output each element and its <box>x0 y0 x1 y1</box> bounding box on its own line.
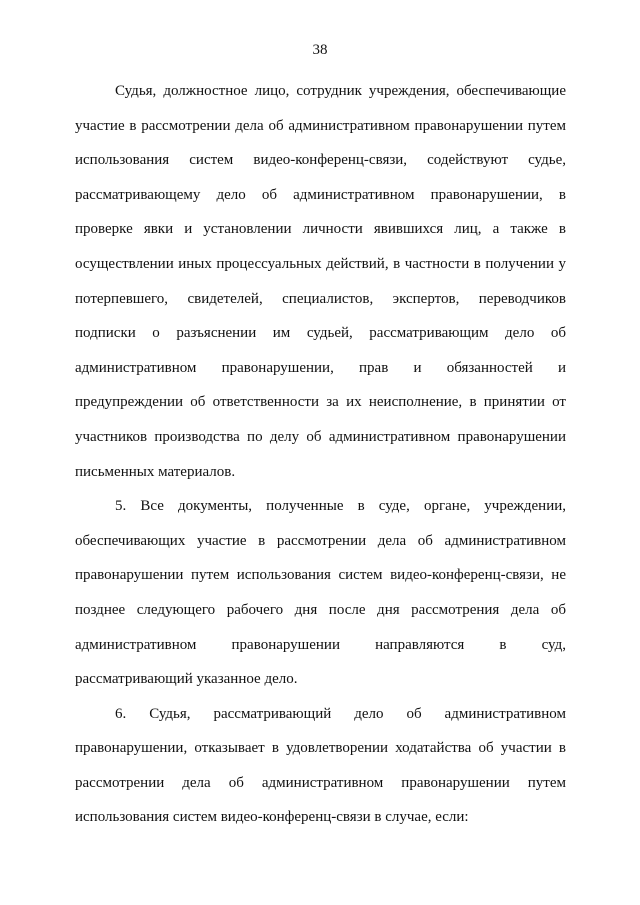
paragraph-1-line-7: потерпевшего, свидетелей, специалистов, экспертов, переводчиков <box>75 290 566 307</box>
page-number: 38 <box>312 42 328 58</box>
paragraph-2-line-1: 5. Все документы, полученные в суде, органе, учреждении, <box>115 498 566 515</box>
paragraph-3-line-1: 6. Судья, рассматривающий дело об административном <box>115 705 566 722</box>
paragraph-1-line-11: участников производства по делу об административном правонарушении <box>75 428 566 445</box>
paragraph-1-line-3: использования систем видео-конференц-связи, содействуют судье, <box>75 152 566 169</box>
paragraph-1-line-2: участие в рассмотрении дела об административном правонарушении путем <box>75 117 566 134</box>
paragraph-2-line-4: позднее следующего рабочего дня после дня рассмотрения дела об <box>75 601 566 618</box>
paragraph-3-line-3: рассмотрении дела об административном правонарушении путем <box>75 774 566 791</box>
paragraph-1-line-9: административном правонарушении, прав и обязанностей и <box>75 359 566 376</box>
paragraph-1-line-1: Судья, должностное лицо, сотрудник учреждения, обеспечивающие <box>115 83 566 99</box>
document-body <box>75 74 566 835</box>
paragraph-1-line-8: подписки о разъяснении им судьей, рассматривающим дело об <box>75 325 566 342</box>
paragraph-1-line-10: предупреждении об ответственности за их неисполнение, в принятии от <box>75 394 566 411</box>
paragraph-2-line-5: административном правонарушении направляются в суд, <box>75 636 566 653</box>
paragraph-2-line-3: правонарушении путем использования систем видео-конференц-связи, не <box>75 567 566 584</box>
paragraph-3-line-4: использования систем видео-конференц-связи в случае, если: <box>75 809 469 826</box>
paragraph-2-line-6: рассматривающий указанное дело. <box>75 671 298 688</box>
paragraph-1-line-12: письменных материалов. <box>75 463 236 480</box>
paragraph-3-line-2: правонарушении, отказывает в удовлетворении ходатайства об участии в <box>75 740 566 757</box>
paragraph-1-line-6: осуществлении иных процессуальных действий, в частности в получении у <box>75 255 566 272</box>
paragraph-1-line-5: проверке явки и установлении личности явившихся лиц, а также в <box>75 221 566 238</box>
paragraph-1-line-4: рассматривающему дело об административном правонарушении, в <box>75 186 566 203</box>
paragraph-2-line-2: обеспечивающих участие в рассмотрении дела об административном <box>75 532 566 549</box>
